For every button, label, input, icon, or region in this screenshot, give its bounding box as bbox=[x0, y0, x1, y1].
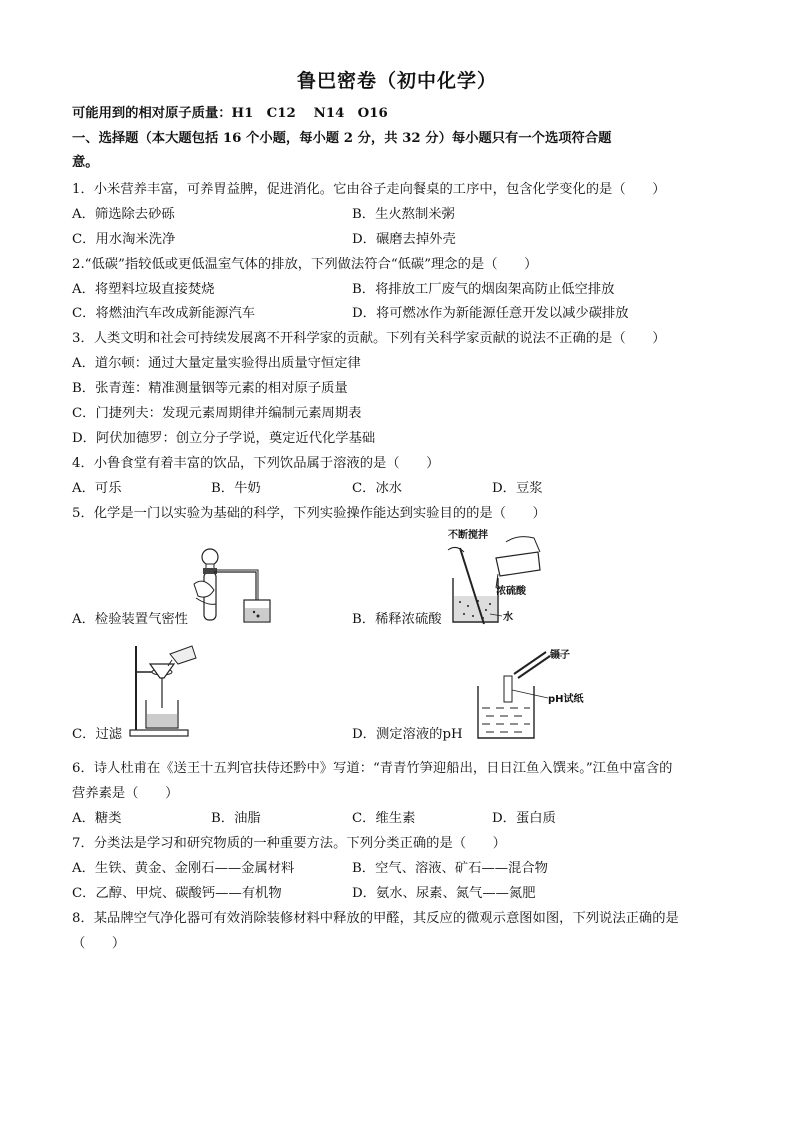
section-heading-cont: 意。 bbox=[72, 155, 99, 170]
q6-option-c: C．维生素 bbox=[352, 811, 416, 826]
q3-option-b: B．张青莲：精准测量铟等元素的相对原子质量 bbox=[72, 381, 348, 396]
q1-option-c: C．用水淘米洗净 bbox=[72, 232, 176, 247]
q3-option-d: D．阿伏加德罗：创立分子学说，奠定近代化学基础 bbox=[72, 431, 376, 446]
q1-option-d: D．碾磨去掉外壳 bbox=[352, 232, 456, 247]
q6-option-b: B．油脂 bbox=[211, 811, 261, 826]
q2-stem: 2.“低碳”指较低或更低温室气体的排放，下列做法符合“低碳”理念的是（ ） bbox=[72, 257, 538, 272]
label-ph-paper: pH试纸 bbox=[548, 694, 584, 705]
q3-stem: 3．人类文明和社会可持续发展离不开科学家的贡献。下列有关科学家贡献的说法不正确的是（ ） bbox=[72, 331, 666, 346]
label-water: 水 bbox=[503, 612, 513, 623]
figure-filtration bbox=[122, 642, 204, 742]
figure-dilute-acid bbox=[428, 528, 558, 628]
q8-stem-line1: 8．某品牌空气净化器可有效消除装修材料中释放的甲醛，其反应的微观示意图如图，下列说法正确的是 bbox=[72, 911, 679, 926]
q5-option-a: A．检验装置气密性 bbox=[72, 612, 188, 627]
q5-option-c: C．过滤 bbox=[72, 727, 123, 742]
q4-option-b: B．牛奶 bbox=[211, 481, 261, 496]
q7-option-d: D．氨水、尿素、氮气——氮肥 bbox=[352, 886, 536, 901]
q4-stem: 4．小鲁食堂有着丰富的饮品，下列饮品属于溶液的是（ ） bbox=[72, 456, 440, 471]
q4-option-c: C．冰水 bbox=[352, 481, 403, 496]
q6-option-d: D．蛋白质 bbox=[492, 811, 556, 826]
q4-option-a: A．可乐 bbox=[72, 481, 122, 496]
section-heading: 一、选择题（本大题包括 16 个小题，每小题 2 分，共 32 分）每小题只有一个选项符合题 bbox=[72, 131, 612, 146]
q4-option-d: D．豆浆 bbox=[492, 481, 543, 496]
q8-stem-line2: （ ） bbox=[72, 936, 126, 951]
q7-option-c: C．乙醇、甲烷、碳酸钙——有机物 bbox=[72, 886, 282, 901]
q6-stem-line2: 营养素是（ ） bbox=[72, 786, 179, 801]
q7-option-b: B．空气、溶液、矿石——混合物 bbox=[352, 861, 548, 876]
q7-stem: 7．分类法是学习和研究物质的一种重要方法。下列分类正确的是（ ） bbox=[72, 836, 506, 851]
label-tweezers: 镊子 bbox=[550, 650, 570, 661]
q2-option-b: B．将排放工厂废气的烟囱架高防止低空排放 bbox=[352, 282, 615, 297]
figure-airtightness bbox=[186, 546, 286, 628]
page-title: 鲁巴密卷（初中化学） bbox=[296, 70, 497, 92]
figure-measure-ph bbox=[470, 646, 600, 744]
q2-option-a: A．将塑料垃圾直接焚烧 bbox=[72, 282, 215, 297]
q3-option-a: A．道尔顿：通过大量定量实验得出质量守恒定律 bbox=[72, 356, 361, 371]
q2-option-c: C．将燃油汽车改成新能源汽车 bbox=[72, 306, 256, 321]
q5-stem: 5．化学是一门以实验为基础的科学，下列实验操作能达到实验目的的是（ ） bbox=[72, 506, 546, 521]
q5-option-d: D．测定溶液的pH bbox=[352, 727, 463, 742]
label-stir: 不断搅拌 bbox=[448, 530, 488, 541]
q3-option-c: C．门捷列夫：发现元素周期律并编制元素周期表 bbox=[72, 406, 362, 421]
q7-option-a: A．生铁、黄金、金刚石——金属材料 bbox=[72, 861, 295, 876]
q2-option-d: D．将可燃冰作为新能源任意开发以减少碳排放 bbox=[352, 306, 629, 321]
q5-option-b: B．稀释浓硫酸 bbox=[352, 612, 442, 627]
label-acid: 浓硫酸 bbox=[496, 586, 526, 597]
q1-option-a: A．筛选除去砂砾 bbox=[72, 207, 175, 222]
atomic-mass-note: 可能用到的相对原子质量：H1 C12 N14 O16 bbox=[72, 106, 388, 121]
q6-option-a: A．糖类 bbox=[72, 811, 122, 826]
q1-option-b: B．生火熬制米粥 bbox=[352, 207, 455, 222]
q1-stem: 1．小米营养丰富，可养胃益脾，促进消化。它由谷子走向餐桌的工序中，包含化学变化的是（ ） bbox=[72, 182, 666, 197]
q6-stem-line1: 6．诗人杜甫在《送王十五判官扶侍还黔中》写道：“青青竹笋迎船出，日日江鱼入馔来。”江鱼中富含的 bbox=[72, 761, 673, 776]
